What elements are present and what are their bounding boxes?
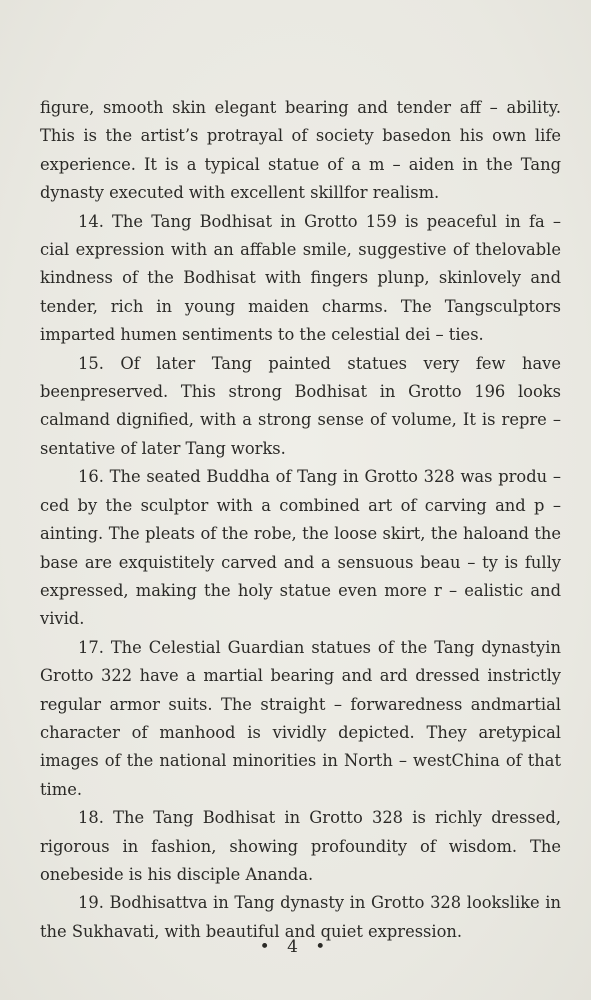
paragraph-15: 15. Of later Tang painted statues very few have beenpreserved. This strong Bodhisat in Grotto 196 looks calmand dignified, with a strong sense of volume, It is repre – sentative of later Tang works. bbox=[40, 353, 561, 458]
page-number: • 4 • bbox=[259, 937, 332, 957]
paragraph-continuation: figure, smooth skin elegant bearing and tender aff – ability. This is the artist’s protrayal of society basedon his own life experience. It is a typical statue of a m – aiden in the Tang dynasty executed with excellent skillfor realism. bbox=[40, 98, 561, 203]
paragraph-14: 14. The Tang Bodhisat in Grotto 159 is peaceful in fa – cial expression with an affable smile, suggestive of thelovable kindness of the Bodhisat with fingers plunp, skinlovely and tender, rich in young maiden charms. The Tangsculptors imparted humen sentiments to the celestial dei – ties. bbox=[40, 211, 561, 345]
paragraph-16: 16. The seated Buddha of Tang in Grotto 328 was produ – ced by the sculptor with a combined art of carving and p – ainting. The pleats of the robe, the loose skirt, the haloand the base are exquistitely carved and a sensuous beau – ty is fully expressed, making the holy statue even more r – ealistic and vivid. bbox=[40, 467, 561, 629]
paragraph-18: 18. The Tang Bodhisat in Grotto 328 is richly dressed, rigorous in fashion, showing profoundity of wisdom. The onebeside is his disciple Ananda. bbox=[40, 808, 561, 884]
body-text bbox=[40, 94, 561, 946]
paragraph-19: 19. Bodhisattva in Tang dynasty in Grotto 328 lookslike in the Sukhavati, with beautiful and quiet expression. bbox=[40, 893, 561, 941]
paragraph-17: 17. The Celestial Guardian statues of the Tang dynastyin Grotto 322 have a martial bearing and ard dressed instrictly regular armor suits. The straight – forwaredness andmartial character of manhood is vividly depicted. They aretypical images of the national minorities in North – westChina of that time. bbox=[40, 637, 561, 799]
